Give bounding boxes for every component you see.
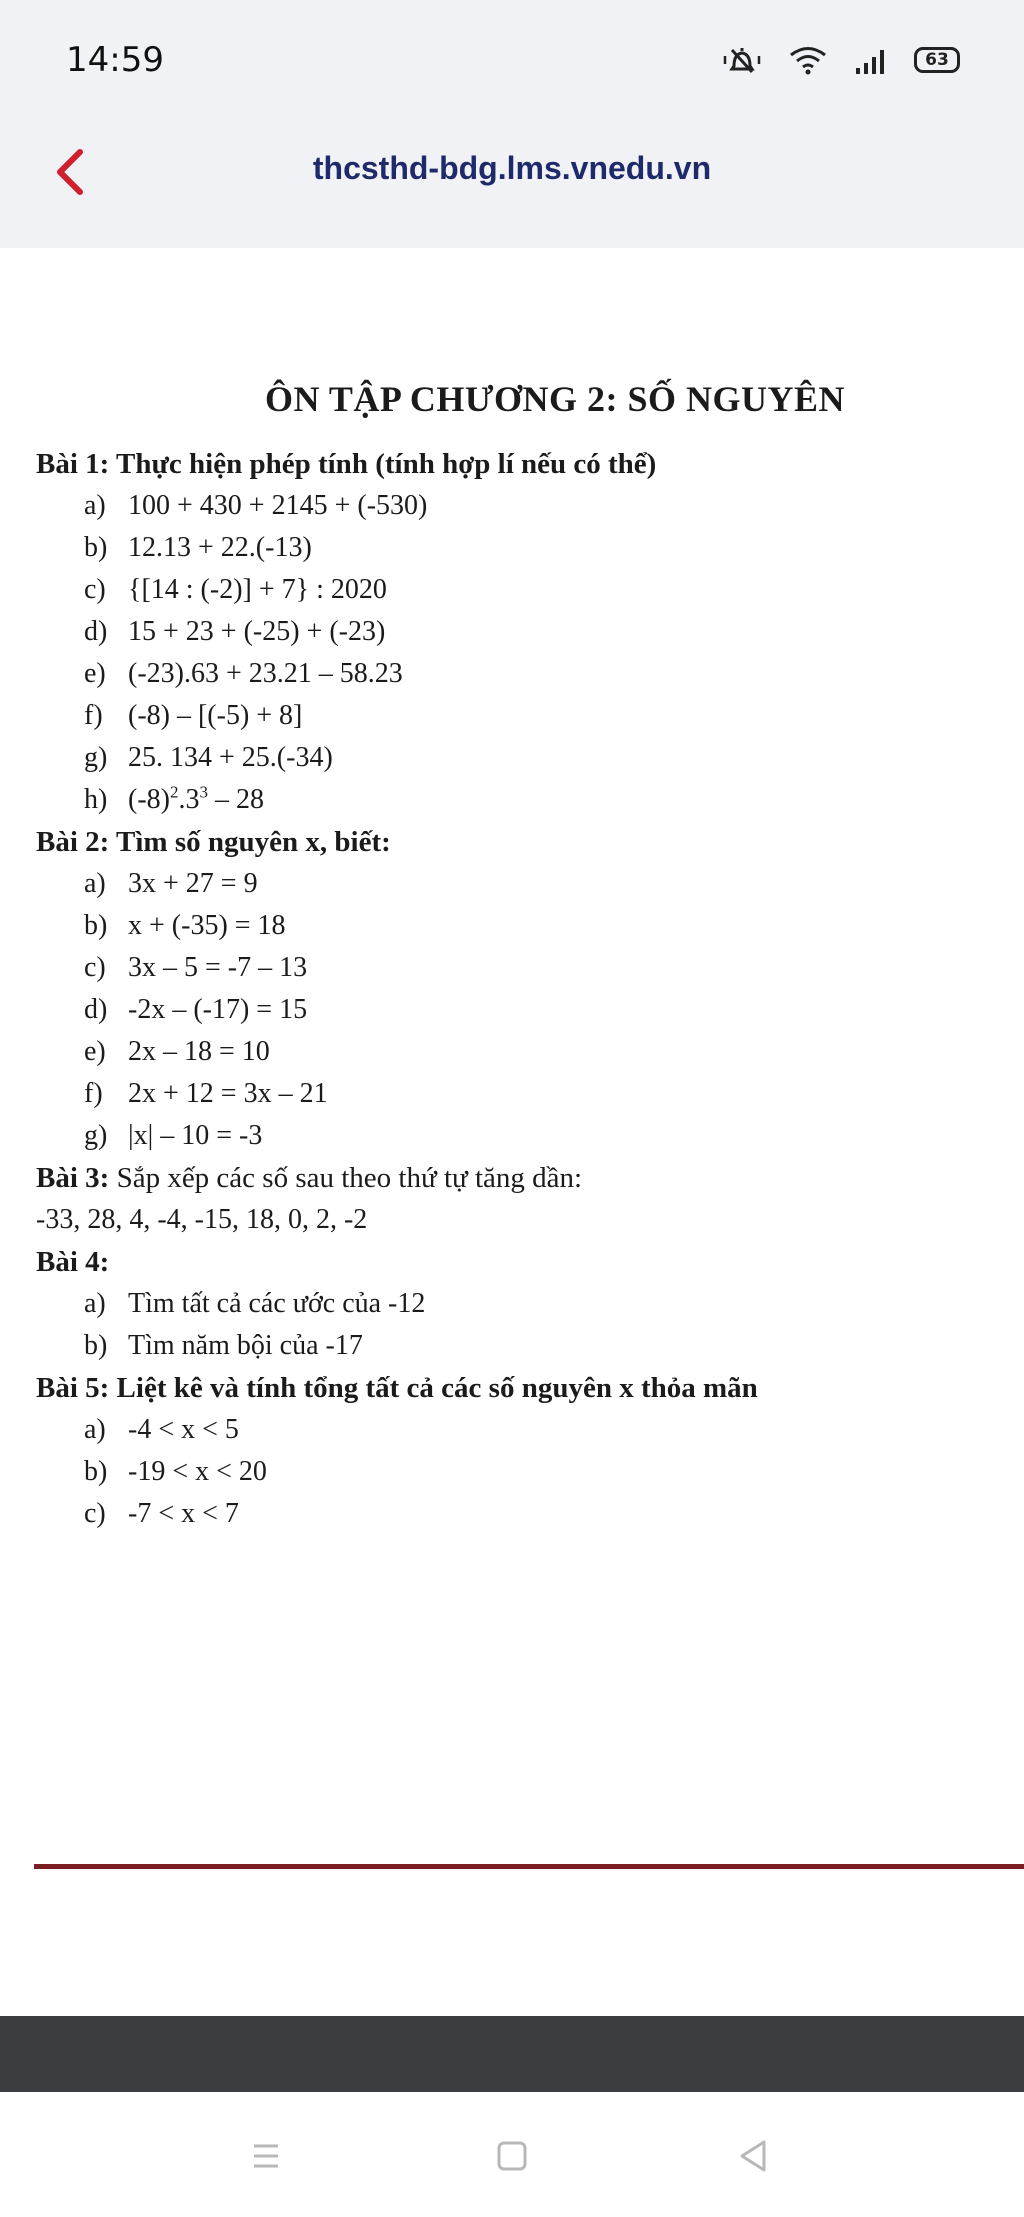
list-item: c) 3x – 5 = -7 – 13 xyxy=(84,952,308,983)
system-navigation-bar xyxy=(0,2092,1024,2217)
list-item: g) 25. 134 + 25.(-34) xyxy=(84,742,333,773)
list-item: b) -19 < x < 20 xyxy=(84,1456,267,1487)
list-item: h) $(-8)^2.3^3 - 28$ xyxy=(84,782,264,815)
list-item: g) |x| – 10 = -3 xyxy=(84,1120,263,1151)
list-item: e) (-23).63 + 23.21 – 58.23 xyxy=(84,658,403,689)
list-item: f) (-8) – [(-5) + 8] xyxy=(84,700,303,731)
signal-icon xyxy=(854,44,888,76)
back-icon[interactable] xyxy=(724,2126,784,2186)
browser-header xyxy=(0,0,1024,248)
list-item: d) -2x – (-17) = 15 xyxy=(84,994,308,1025)
status-icons xyxy=(722,44,960,76)
list-item: e) 2x – 18 = 10 xyxy=(84,1036,270,1067)
list-item: d) 15 + 23 + (-25) + (-23) xyxy=(84,616,386,647)
list-item: a) -4 < x < 5 xyxy=(84,1414,239,1445)
page-divider xyxy=(34,1864,1024,1869)
wifi-icon xyxy=(788,44,828,76)
battery-icon xyxy=(914,47,960,73)
list-item: a) 3x + 27 = 9 xyxy=(84,868,258,899)
status-time: 14:59 xyxy=(66,40,164,80)
page-url[interactable]: thcsthd-bdg.lms.vnedu.vn xyxy=(312,150,712,186)
bai5-heading: Bài 5: Liệt kê và tính tổng tất cả các số nguyên x thỏa mãn xyxy=(36,1372,758,1404)
bai1-heading: Bài 1: Thực hiện phép tính (tính hợp lí nếu có thể) xyxy=(36,448,657,480)
list-item: b) Tìm năm bội của -17 xyxy=(84,1330,363,1361)
viewer-bottom-bar xyxy=(0,2016,1024,2092)
home-icon[interactable] xyxy=(482,2126,542,2186)
battery-level: 63 xyxy=(925,50,949,70)
document-title: ÔN TẬP CHƯƠNG 2: SỐ NGUYÊN xyxy=(264,379,846,419)
vibrate-mute-icon xyxy=(722,44,762,76)
list-item: a) 100 + 430 + 2145 + (-530) xyxy=(84,490,428,521)
list-item: b) 12.13 + 22.(-13) xyxy=(84,532,312,563)
list-item: b) x + (-35) = 18 xyxy=(84,910,286,941)
bai3-heading: Bài 3: Sắp xếp các số sau theo thứ tự tăng dần: xyxy=(36,1162,583,1194)
menu-icon[interactable] xyxy=(236,2126,296,2186)
list-item: a) Tìm tất cả các ước của -12 xyxy=(84,1288,426,1319)
list-item: c) {[14 : (-2)] + 7} : 2020 xyxy=(84,574,387,605)
list-item: c) -7 < x < 7 xyxy=(84,1498,239,1529)
bai4-heading: Bài 4: xyxy=(36,1246,110,1278)
bai2-heading: Bài 2: Tìm số nguyên x, biết: xyxy=(36,826,391,858)
list-item: f) 2x + 12 = 3x – 21 xyxy=(84,1078,328,1109)
bai3-numbers: -33, 28, 4, -4, -15, 18, 0, 2, -2 xyxy=(36,1204,368,1235)
